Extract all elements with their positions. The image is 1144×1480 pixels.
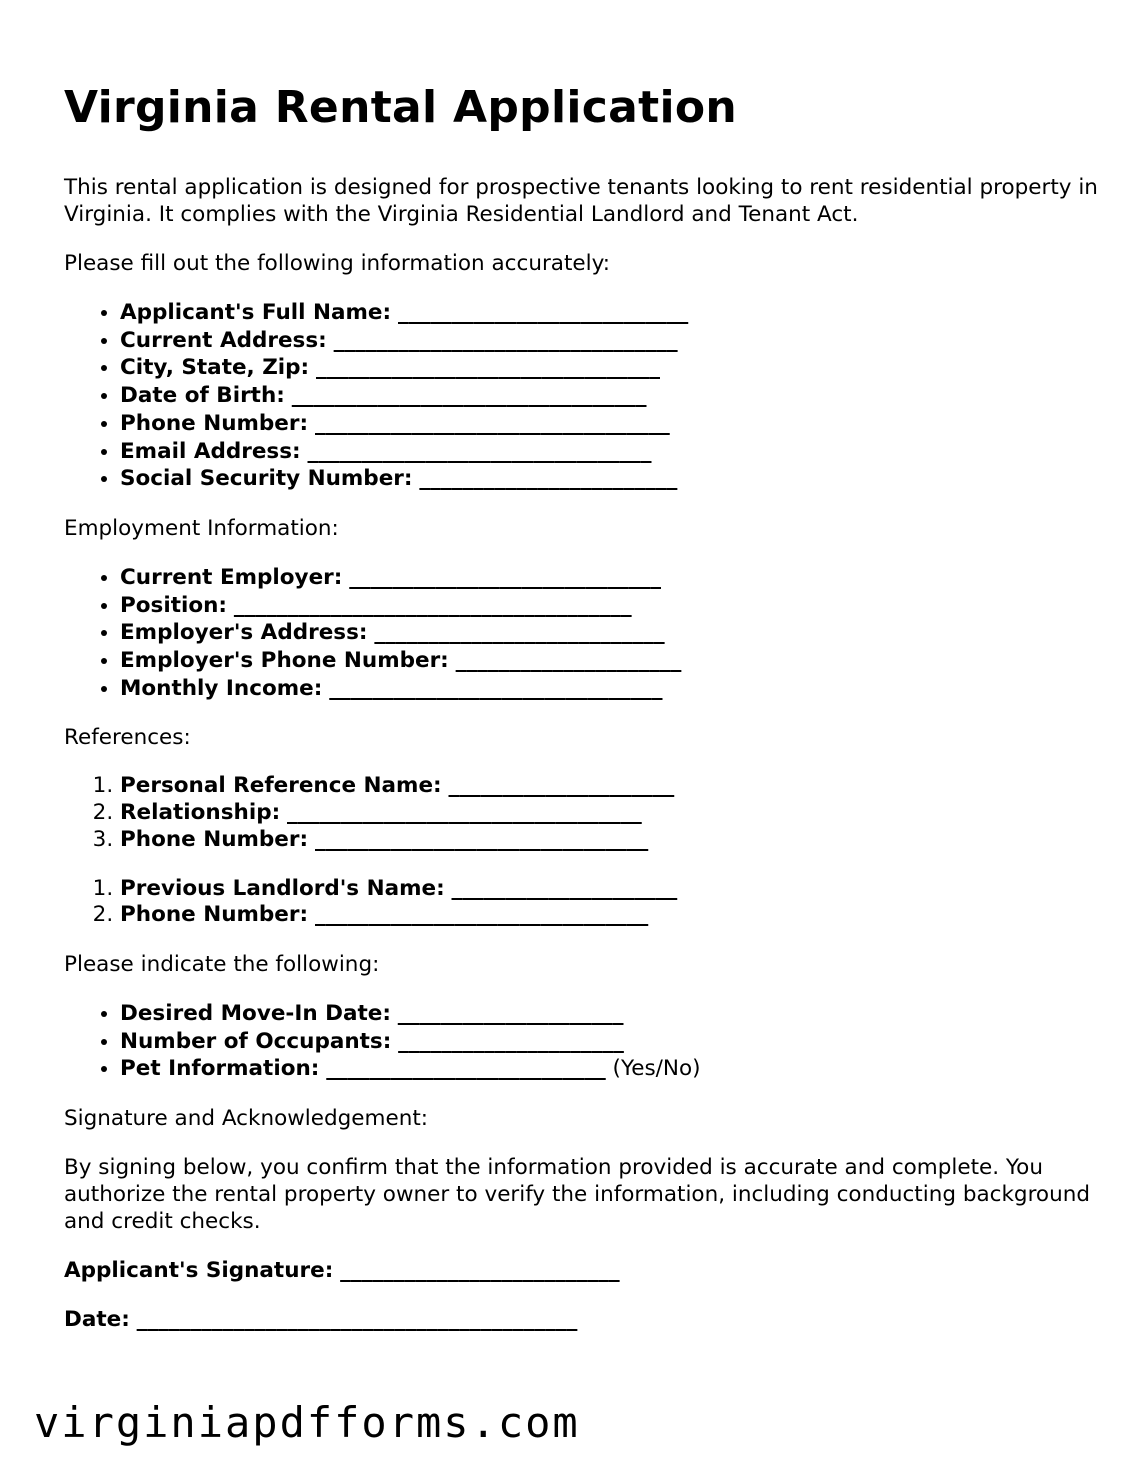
field-blank[interactable]: _______________________________ — [329, 675, 663, 701]
field-label: Applicant's Full Name: — [120, 300, 392, 325]
field-label: Previous Landlord's Name: — [120, 875, 445, 901]
form-field-item[interactable] — [120, 354, 1104, 382]
signature-label: Applicant's Signature: — [64, 1258, 334, 1284]
employment-heading: Employment Information: — [64, 515, 339, 541]
field-label: Current Address: — [120, 327, 327, 353]
form-field-item[interactable] — [120, 827, 1104, 854]
field-blank[interactable]: _____________________ — [398, 1028, 624, 1054]
form-field-item[interactable] — [120, 1000, 1104, 1028]
field-blank[interactable]: _______________________________ — [314, 826, 649, 852]
acknowledgement-paragraph: By signing below, you confirm that the information provided is accurate and complete. You authorize the rental property owner to verify the information, including conducting background and credit checks. — [64, 1155, 1090, 1235]
field-label: Phone Number: — [120, 902, 309, 928]
date-label: Date: — [64, 1307, 130, 1333]
field-label: Employer's Phone Number: — [120, 648, 449, 674]
form-field-item[interactable] — [120, 902, 1104, 929]
signature-heading: Signature and Acknowledgement: — [64, 1106, 428, 1132]
references-heading: References: — [64, 725, 191, 751]
form-field-item[interactable] — [120, 1055, 1104, 1083]
form-field-item[interactable] — [120, 382, 1104, 410]
date-blank[interactable]: _________________________________________ — [136, 1307, 578, 1333]
field-blank[interactable]: ________________________________ — [333, 327, 678, 353]
field-label: Position: — [120, 592, 228, 618]
form-field-item[interactable] — [120, 564, 1104, 592]
field-label: Phone Number: — [120, 826, 309, 852]
form-field-item[interactable] — [120, 773, 1104, 800]
indicate-fields-list — [64, 1000, 1104, 1083]
form-field-item[interactable] — [120, 876, 1104, 903]
field-blank[interactable]: _____________________ — [455, 648, 682, 674]
field-label: Current Employer: — [120, 564, 343, 590]
form-field-item[interactable] — [120, 410, 1104, 438]
field-blank[interactable]: _____________________ — [397, 1000, 624, 1026]
fill-out-prompt: Please fill out the following information accurately: — [64, 251, 610, 276]
landlord-references-list — [64, 876, 1104, 929]
field-blank[interactable]: _________________________________ — [287, 800, 642, 826]
field-blank[interactable]: __________________________ — [326, 1056, 606, 1082]
field-blank[interactable]: _______________________________ — [314, 902, 649, 928]
page-title: Virginia Rental Application — [64, 82, 737, 133]
field-blank[interactable]: ________________________________ — [307, 438, 652, 464]
form-field-item[interactable] — [120, 327, 1104, 355]
site-watermark: virginiapdfforms.com — [34, 1398, 580, 1447]
rental-application-document — [64, 78, 1104, 1355]
field-blank[interactable]: _________________________________ — [314, 410, 670, 436]
field-label: City, State, Zip: — [120, 355, 310, 381]
personal-references-list — [64, 773, 1104, 853]
field-label: Email Address: — [120, 438, 301, 464]
form-field-item[interactable] — [120, 438, 1104, 466]
field-blank[interactable]: _____________________ — [451, 875, 678, 901]
field-blank[interactable]: _________________________________ — [291, 383, 647, 409]
signature-blank[interactable]: __________________________ — [340, 1258, 620, 1284]
date-line[interactable] — [64, 1306, 1104, 1333]
field-label: Number of Occupants: — [120, 1028, 392, 1054]
employment-fields-list — [64, 564, 1104, 703]
indicate-heading: Please indicate the following: — [64, 951, 380, 977]
form-field-item[interactable] — [120, 619, 1104, 647]
form-field-item[interactable] — [120, 592, 1104, 620]
field-blank[interactable]: _____________________________ — [349, 564, 661, 590]
form-field-item[interactable] — [120, 675, 1104, 703]
intro-paragraph: This rental application is designed for prospective tenants looking to rent residential property in Virginia. It complies with the Virginia Residential Landlord and Tenant Act. — [64, 175, 1098, 227]
field-blank[interactable]: ___________________________ — [397, 300, 689, 325]
form-field-item[interactable] — [120, 800, 1104, 827]
field-label: Personal Reference Name: — [120, 773, 442, 799]
form-field-item[interactable] — [120, 647, 1104, 675]
field-blank[interactable]: ________________________________ — [316, 355, 660, 381]
field-blank[interactable]: ___________________________ — [374, 620, 665, 646]
field-note: (Yes/No) — [605, 1056, 701, 1082]
form-field-item[interactable] — [120, 1028, 1104, 1056]
field-label: Phone Number: — [120, 410, 309, 436]
form-field-item[interactable] — [120, 465, 1104, 493]
field-label: Relationship: — [120, 800, 281, 826]
field-label: Social Security Number: — [120, 466, 413, 492]
field-label: Monthly Income: — [120, 675, 323, 701]
field-label: Pet Information: — [120, 1056, 320, 1082]
applicant-fields-list — [64, 299, 1104, 493]
field-label: Date of Birth: — [120, 383, 285, 409]
field-label: Employer's Address: — [120, 620, 368, 646]
form-field-item[interactable] — [120, 299, 1104, 327]
field-blank[interactable]: _____________________________________ — [233, 592, 632, 618]
field-blank[interactable]: ________________________ — [419, 466, 678, 492]
field-blank[interactable]: _____________________ — [448, 773, 675, 799]
applicant-signature-line[interactable] — [64, 1257, 1104, 1284]
field-label: Desired Move-In Date: — [120, 1000, 391, 1026]
